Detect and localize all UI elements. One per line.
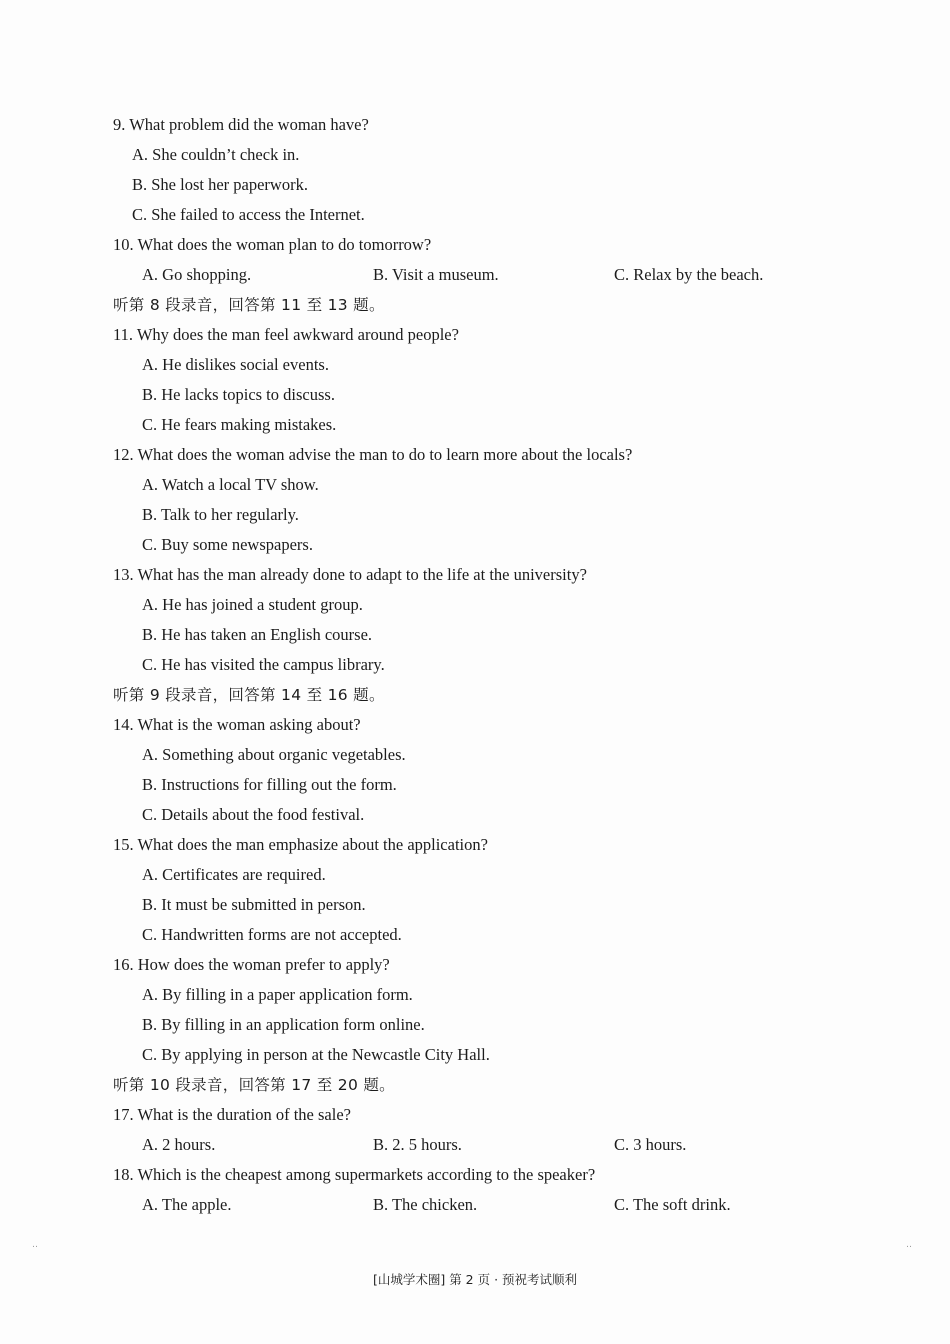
answer-option: B. She lost her paperwork. (132, 175, 308, 194)
answer-option: A. Something about organic vegetables. (142, 745, 406, 764)
left-edge-mark: ‥ (32, 1240, 39, 1250)
answer-option: C. 3 hours. (614, 1135, 687, 1154)
answer-option: A. By filling in a paper application form. (142, 985, 413, 1004)
answer-option: A. He has joined a student group. (142, 595, 363, 614)
answer-option: C. She failed to access the Internet. (132, 205, 365, 224)
answer-option: B. Instructions for filling out the form. (142, 775, 397, 794)
answer-option: C. Handwritten forms are not accepted. (142, 925, 402, 944)
answer-option: C. Relax by the beach. (614, 265, 764, 284)
answer-option: C. By applying in person at the Newcastle City Hall. (142, 1045, 490, 1064)
question-text: 9. What problem did the woman have? (113, 115, 369, 134)
answer-option: B. He lacks topics to discuss. (142, 385, 335, 404)
answer-option: C. He fears making mistakes. (142, 415, 337, 434)
answer-option: B. He has taken an English course. (142, 625, 373, 644)
answer-options-row (113, 1190, 833, 1220)
exam-page-content (113, 110, 833, 1220)
answer-option: A. He dislikes social events. (142, 355, 329, 374)
question-text: 16. How does the woman prefer to apply? (113, 955, 390, 974)
answer-option: B. It must be submitted in person. (142, 895, 366, 914)
answer-option: B. 2. 5 hours. (373, 1135, 462, 1154)
section-instruction: 听第 9 段录音，回答第 14 至 16 题。 (113, 686, 385, 704)
answer-option: A. Go shopping. (142, 265, 252, 284)
answer-option: B. The chicken. (373, 1195, 478, 1214)
answer-option: A. 2 hours. (142, 1135, 216, 1154)
answer-options-row (113, 260, 833, 290)
answer-option: C. The soft drink. (614, 1195, 731, 1214)
question-text: 17. What is the duration of the sale? (113, 1105, 351, 1124)
answer-option: A. Watch a local TV show. (142, 475, 319, 494)
question-text: 13. What has the man already done to adapt to the life at the university? (113, 565, 587, 584)
answer-option: B. By filling in an application form online. (142, 1015, 425, 1034)
answer-option: A. Certificates are required. (142, 865, 326, 884)
section-instruction: 听第 10 段录音，回答第 17 至 20 题。 (113, 1076, 395, 1094)
question-text: 12. What does the woman advise the man to do to learn more about the locals? (113, 445, 633, 464)
answer-option: C. Details about the food festival. (142, 805, 365, 824)
answer-option: A. She couldn’t check in. (132, 145, 300, 164)
answer-option: A. The apple. (142, 1195, 232, 1214)
question-text: 14. What is the woman asking about? (113, 715, 361, 734)
question-text: 15. What does the man emphasize about the application? (113, 835, 488, 854)
question-text: 18. Which is the cheapest among supermarkets according to the speaker? (113, 1165, 596, 1184)
page-footer: [山城学术圈] 第 2 页 · 预祝考试顺利 (372, 1272, 578, 1287)
question-text: 10. What does the woman plan to do tomorrow? (113, 235, 432, 254)
answer-option: B. Visit a museum. (373, 265, 499, 284)
answer-options-row (113, 1130, 833, 1160)
answer-option: C. Buy some newspapers. (142, 535, 313, 554)
section-instruction: 听第 8 段录音，回答第 11 至 13 题。 (113, 296, 385, 314)
answer-option: B. Talk to her regularly. (142, 505, 299, 524)
right-edge-mark: ‥ (906, 1240, 913, 1250)
answer-option: C. He has visited the campus library. (142, 655, 385, 674)
question-text: 11. Why does the man feel awkward around people? (113, 325, 459, 344)
